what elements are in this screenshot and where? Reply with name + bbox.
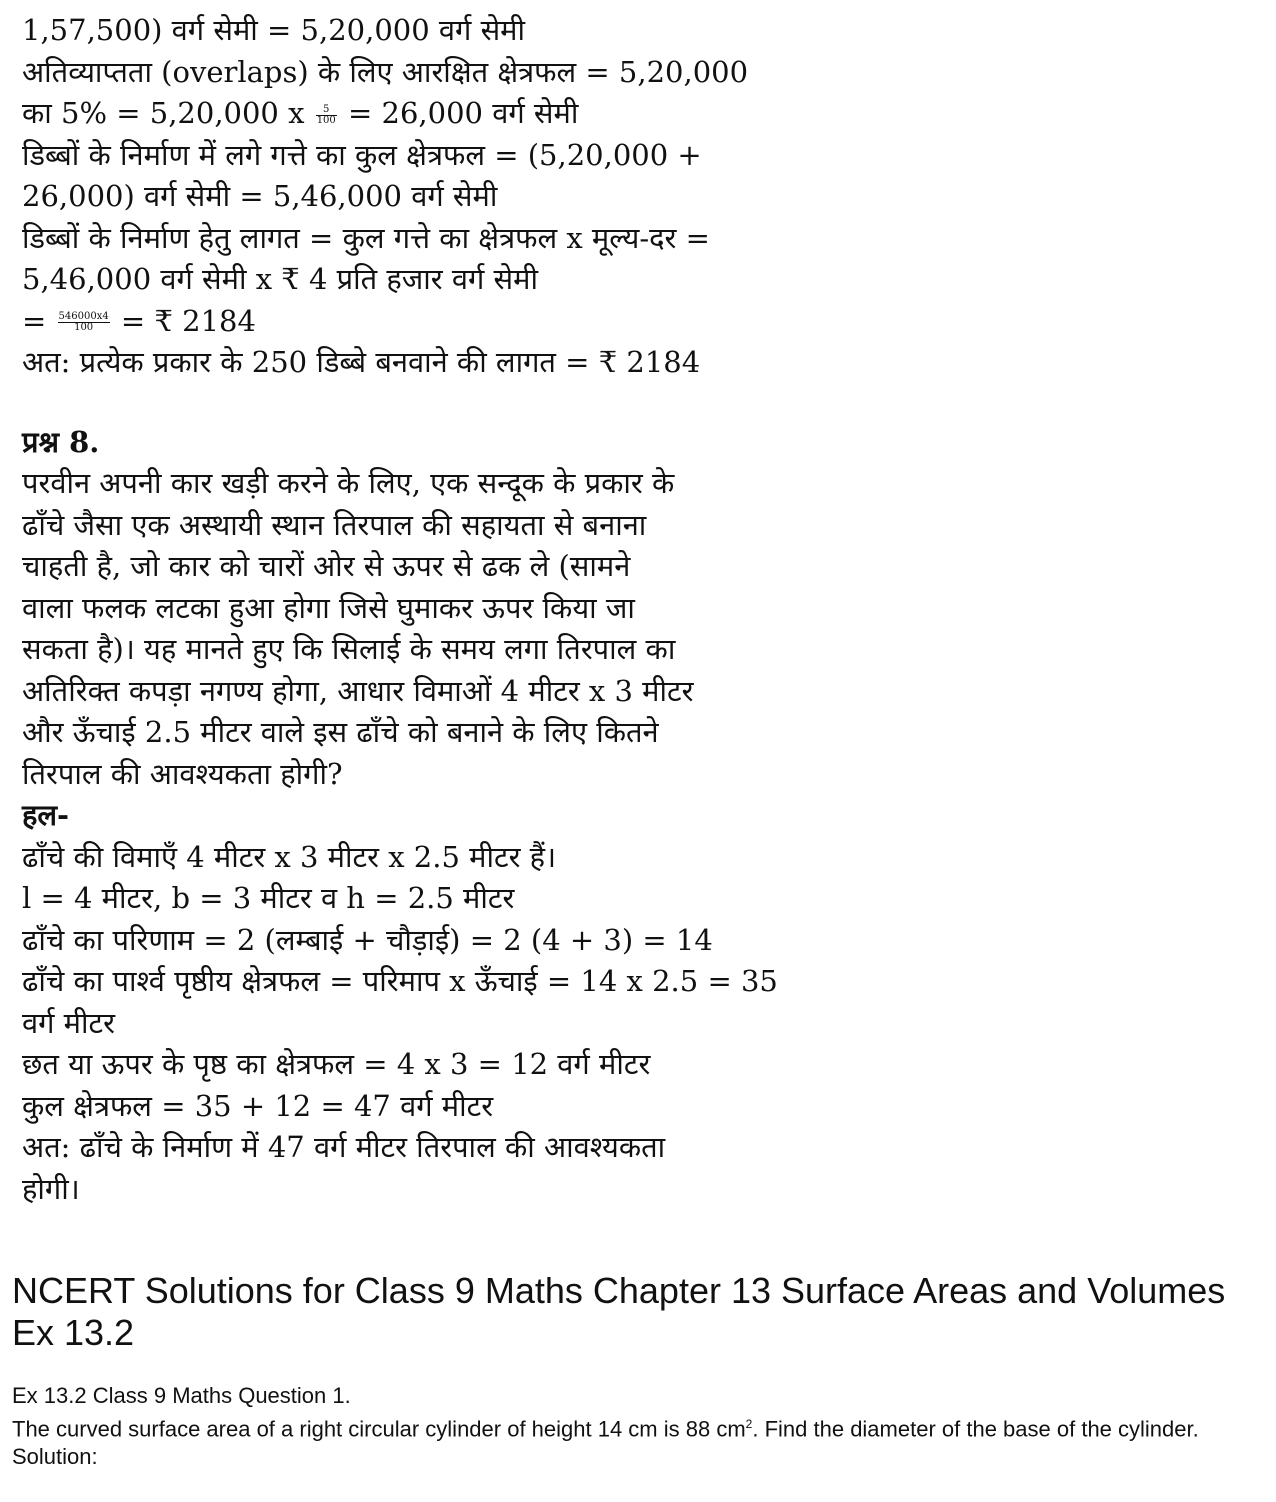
text-line: 1,57,500) वर्ग सेमी = 5,20,000 वर्ग सेमी (22, 13, 526, 47)
text-line: सकता है)। यह मानते हुए कि सिलाई के समय लगा तिरपाल का (22, 632, 676, 666)
fraction-numerator: 546000x4 (58, 311, 109, 322)
fraction (58, 312, 110, 333)
question-text (22, 463, 862, 795)
text-line (22, 301, 862, 343)
fraction-numerator: 5 (316, 105, 337, 116)
spacer (22, 384, 862, 422)
text-line: कुल क्षेत्रफल = 35 + 12 = 47 वर्ग मीटर (22, 1088, 494, 1123)
text-line: वर्ग मीटर (22, 1005, 115, 1040)
fraction-denominator: 100 (316, 114, 336, 126)
english-question (12, 1382, 1262, 1471)
superscript: 2 (745, 1417, 753, 1431)
fraction (316, 105, 337, 126)
text-line (22, 93, 862, 135)
text-line: वाला फलक लटका हुआ होगा जिसे घुमाकर ऊपर किया जा (22, 590, 635, 625)
text-segment: का 5% = 5,20,000 x (22, 96, 314, 130)
text-line: होगी। (22, 1171, 80, 1206)
text-line: और ऊँचाई 2.5 मीटर वाले इस ढाँचे को बनाने के लिए कितने (22, 715, 659, 749)
text-line: अत: ढाँचे के निर्माण में 47 वर्ग मीटर तिरपाल की आवश्यकता (22, 1130, 666, 1164)
solution-text (22, 837, 862, 1211)
question-text-start: The curved surface area of a right circular cylinder of height 14 cm is 88 cm (12, 1416, 746, 1442)
text-line: अतिरिक्त कपड़ा नगण्य होगा, आधार विमाओं 4 मीटर x 3 मीटर (22, 673, 694, 708)
question-text-en (12, 1410, 1262, 1443)
text-line: l = 4 मीटर, b = 3 मीटर व h = 2.5 मीटर (22, 881, 515, 915)
previous-solution (22, 10, 862, 384)
text-line: ढाँचे जैसा एक अस्थायी स्थान तिरपाल की सहायता से बनाना (22, 507, 647, 542)
text-segment: = (22, 303, 56, 338)
solution-label: हल- (22, 798, 70, 832)
hindi-content (22, 10, 862, 1210)
text-line: ढाँचे की विमाएँ 4 मीटर x 3 मीटर x 2.5 मीटर हैं। (22, 839, 557, 874)
text-line: 5,46,000 वर्ग सेमी x ₹ 4 प्रति हजार वर्ग सेमी (22, 262, 539, 296)
text-line: चाहती है, जो कार को चारों ओर से ऊपर से ढक ले (सामने (22, 549, 631, 583)
text-segment: = 26,000 वर्ग सेमी (338, 96, 579, 130)
text-line: ढाँचे का पार्श्व पृष्ठीय क्षेत्रफल = परिमाप x ऊँचाई = 14 x 2.5 = 35 (22, 964, 778, 998)
text-line: अत: प्रत्येक प्रकार के 250 डिब्बे बनवाने की लागत = ₹ 2184 (22, 345, 701, 379)
section-heading: NCERT Solutions for Class 9 Maths Chapter 13 Surface Areas and Volumes Ex 13.2 (12, 1270, 1226, 1353)
fraction-denominator: 100 (74, 322, 94, 333)
text-line: अतिव्याप्तता (overlaps) के लिए आरक्षित क्षेत्रफल = 5,20,000 (22, 54, 749, 89)
text-line: छत या ऊपर के पृष्ठ का क्षेत्रफल = 4 x 3 = 12 वर्ग मीटर (22, 1047, 651, 1081)
text-line: डिब्बों के निर्माण में लगे गत्ते का कुल क्षेत्रफल = (5,20,000 + (22, 137, 702, 172)
text-line: तिरपाल की आवश्यकता होगी? (22, 756, 343, 791)
question-label: प्रश्न 8. (22, 424, 100, 459)
text-line: परवीन अपनी कार खड़ी करने के लिए, एक सन्दूक के प्रकार के (22, 466, 675, 500)
text-line: डिब्बों के निर्माण हेतु लागत = कुल गत्ते का क्षेत्रफल x मूल्य-दर = (22, 220, 710, 255)
question-text-end: . Find the diameter of the base of the cylinder. (752, 1416, 1199, 1442)
text-segment: = ₹ 2184 (111, 303, 256, 338)
solution-label-en: Solution: (12, 1444, 98, 1470)
question-label-en: Ex 13.2 Class 9 Maths Question 1. (12, 1383, 351, 1408)
text-line: 26,000) वर्ग सेमी = 5,46,000 वर्ग सेमी (22, 179, 498, 213)
text-line: ढाँचे का परिणाम = 2 (लम्बाई + चौड़ाई) = 2 (4 + 3) = 14 (22, 922, 713, 957)
